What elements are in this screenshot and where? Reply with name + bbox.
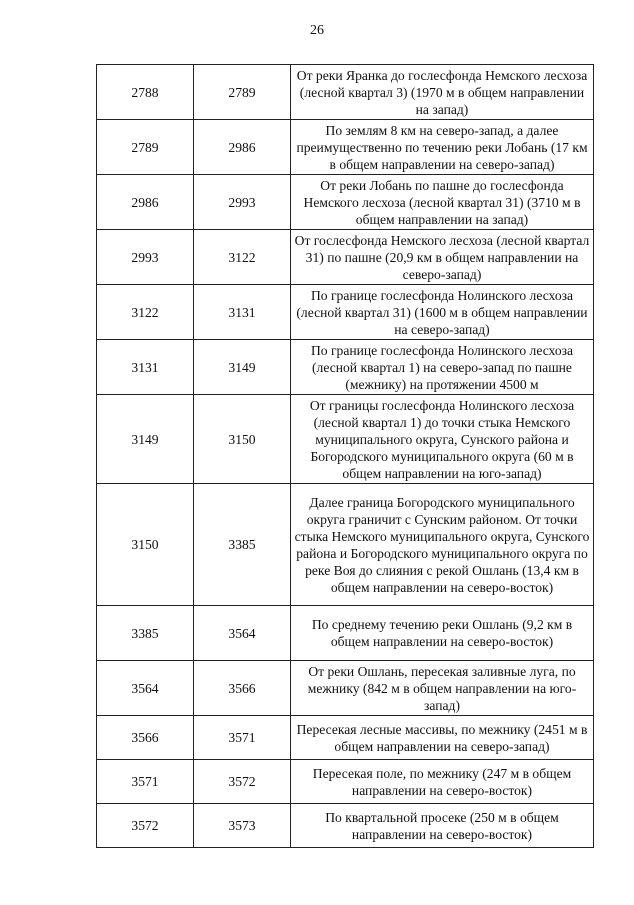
- table-row: [97, 484, 594, 606]
- from-point-cell: 3385: [97, 606, 194, 661]
- to-point-cell: 3571: [194, 716, 291, 760]
- description-cell: От реки Яранка до гослесфонда Немского лесхоза (лесной квартал 3) (1970 м в общем направлении на запад): [291, 65, 594, 120]
- description-cell: По среднему течению реки Ошлань (9,2 км в общем направлении на северо-восток): [291, 606, 594, 661]
- description-cell: Пересекая лесные массивы, по межнику (2451 м в общем направлении на северо-запад): [291, 716, 594, 760]
- description-cell: Далее граница Богородского муниципального округа граничит с Сунским районом. От точки стыка Немского муниципального округа, Сунского района и Богородского муниципального округа по реке Воя до слияния с рекой Ошлань (13,4 км в общем направлении на северо-восток): [291, 484, 594, 606]
- description-cell: По квартальной просеке (250 м в общем направлении на северо-восток): [291, 804, 594, 848]
- from-point-cell: 3149: [97, 395, 194, 484]
- from-point-cell: 3566: [97, 716, 194, 760]
- from-point-cell: 3131: [97, 340, 194, 395]
- from-point-cell: 3571: [97, 760, 194, 804]
- table-row: [97, 661, 594, 716]
- from-point-cell: 3564: [97, 661, 194, 716]
- description-cell: От гослесфонда Немского лесхоза (лесной квартал 31) по пашне (20,9 км в общем направлении на северо-запад): [291, 230, 594, 285]
- table-row: [97, 606, 594, 661]
- table-row: [97, 285, 594, 340]
- from-point-cell: 2993: [97, 230, 194, 285]
- to-point-cell: 3122: [194, 230, 291, 285]
- to-point-cell: 3564: [194, 606, 291, 661]
- boundary-table: [96, 64, 594, 848]
- from-point-cell: 2789: [97, 120, 194, 175]
- table-row: [97, 395, 594, 484]
- description-cell: По границе гослесфонда Нолинского лесхоза (лесной квартал 31) (1600 м в общем направлении на северо-запад): [291, 285, 594, 340]
- to-point-cell: 2789: [194, 65, 291, 120]
- to-point-cell: 3385: [194, 484, 291, 606]
- description-cell: Пересекая поле, по межнику (247 м в общем направлении на северо-восток): [291, 760, 594, 804]
- description-cell: От реки Лобань по пашне до гослесфонда Немского лесхоза (лесной квартал 31) (3710 м в общем направлении на запад): [291, 175, 594, 230]
- description-cell: По землям 8 км на северо-запад, а далее преимущественно по течению реки Лобань (17 км в общем направлении на северо-запад): [291, 120, 594, 175]
- description-cell: От границы гослесфонда Нолинского лесхоза (лесной квартал 1) до точки стыка Немского муниципального округа, Сунского района и Богородского муниципального округа (60 м в общем направлении на юго-запад): [291, 395, 594, 484]
- to-point-cell: 3566: [194, 661, 291, 716]
- to-point-cell: 3149: [194, 340, 291, 395]
- table-row: [97, 230, 594, 285]
- from-point-cell: 3572: [97, 804, 194, 848]
- to-point-cell: 3572: [194, 760, 291, 804]
- table-row: [97, 760, 594, 804]
- from-point-cell: 3150: [97, 484, 194, 606]
- table-row: [97, 175, 594, 230]
- from-point-cell: 2986: [97, 175, 194, 230]
- to-point-cell: 3131: [194, 285, 291, 340]
- from-point-cell: 3122: [97, 285, 194, 340]
- table-row: [97, 716, 594, 760]
- to-point-cell: 2993: [194, 175, 291, 230]
- to-point-cell: 2986: [194, 120, 291, 175]
- table-row: [97, 120, 594, 175]
- table-row: [97, 340, 594, 395]
- page-number: 26: [310, 23, 324, 38]
- to-point-cell: 3150: [194, 395, 291, 484]
- description-cell: От реки Ошлань, пересекая заливные луга, по межнику (842 м в общем направлении на юго-запад): [291, 661, 594, 716]
- description-cell: По границе гослесфонда Нолинского лесхоза (лесной квартал 1) на северо-запад по пашне (межнику) на протяжении 4500 м: [291, 340, 594, 395]
- to-point-cell: 3573: [194, 804, 291, 848]
- table-row: [97, 804, 594, 848]
- table-row: [97, 65, 594, 120]
- from-point-cell: 2788: [97, 65, 194, 120]
